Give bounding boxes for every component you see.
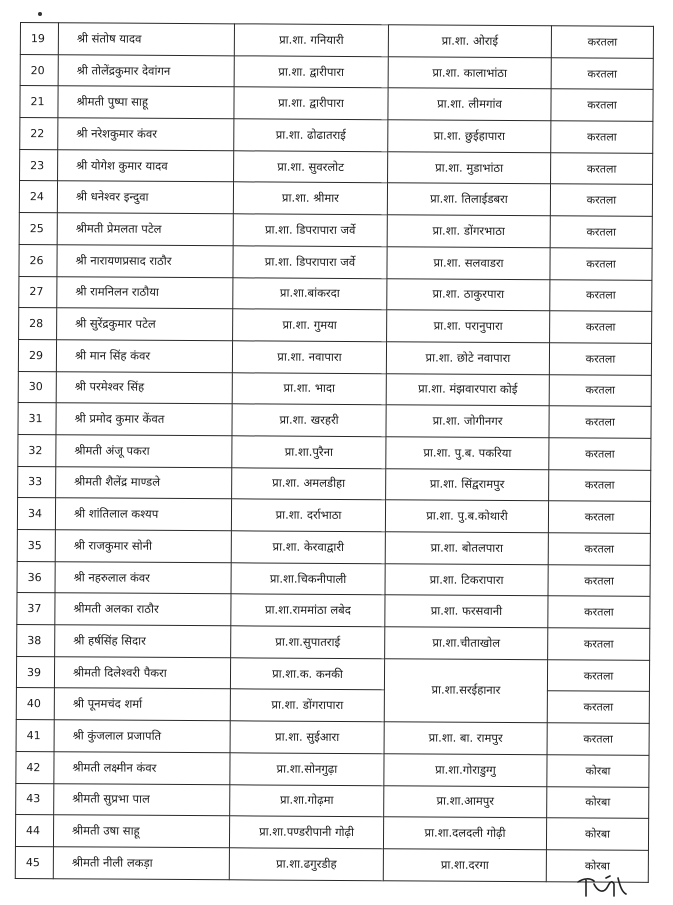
serial-number-cell: 44 — [15, 815, 53, 847]
teacher-name-cell: श्री योगेश कुमार यादव — [58, 149, 234, 182]
current-school-cell: प्रा.शा. द्वारीपारा — [234, 87, 388, 120]
new-school-cell: प्रा.शा. बा. रामपुर — [384, 722, 547, 755]
block-cell: करतला — [551, 57, 653, 89]
teacher-name-cell: श्री मान सिंह कंवर — [56, 340, 232, 373]
table-row — [20, 54, 653, 90]
serial-number-cell: 38 — [17, 625, 55, 657]
teacher-name-cell: श्री नहरुलाल कंवर — [55, 561, 231, 594]
teacher-name-cell: श्रीमती दिलेश्वरी पैकरा — [54, 656, 230, 689]
table-row — [19, 213, 652, 249]
table-row — [17, 529, 650, 565]
serial-number-cell: 20 — [20, 54, 58, 86]
current-school-cell: प्रा.शा. अमलडीहा — [232, 467, 386, 500]
current-school-cell: प्रा.शा. श्रीमार — [233, 182, 387, 215]
new-school-cell: प्रा.शा.आमपुर — [384, 785, 547, 818]
serial-number-cell: 21 — [20, 86, 58, 118]
block-cell: करतला — [551, 121, 653, 153]
new-school-cell: प्रा.शा.गोराडुग्गु — [384, 754, 547, 787]
block-cell: करतला — [547, 723, 649, 755]
serial-number-cell: 27 — [19, 276, 57, 308]
current-school-cell: प्रा.शा. सुईआरा — [230, 721, 384, 754]
new-school-cell: प्रा.शा. पु.ब.कोथारी — [385, 500, 548, 533]
block-cell: करतला — [551, 89, 653, 121]
table-row — [18, 466, 651, 502]
new-school-cell: प्रा.शा. छोटे नवापारा — [386, 342, 549, 375]
new-school-cell: प्रा.शा. सलवाडरा — [387, 247, 550, 280]
current-school-cell: प्रा.शा. नवापारा — [232, 341, 386, 374]
current-school-cell: प्रा.शा.सोनगुढ़ा — [230, 753, 384, 786]
block-cell: करतला — [550, 248, 652, 280]
teacher-name-cell: श्री संतोष यादव — [58, 23, 234, 56]
teacher-name-cell: श्री राजकुमार सोनी — [55, 530, 231, 563]
new-school-cell: प्रा.शा. छुईहापारा — [388, 120, 551, 153]
block-cell: करतला — [551, 152, 653, 184]
new-school-cell: प्रा.शा.सरईहानार — [384, 658, 547, 722]
block-cell: कोरबा — [546, 818, 648, 850]
teacher-name-cell: श्रीमती अंजू पकरा — [56, 435, 232, 468]
current-school-cell: प्रा.शा. भादा — [232, 372, 386, 405]
serial-number-cell: 40 — [16, 688, 54, 720]
serial-number-cell: 28 — [19, 308, 57, 340]
teacher-name-cell: श्रीमती लक्ष्मीन कंवर — [54, 752, 230, 785]
new-school-cell: प्रा.शा. ठाकुरपारा — [387, 278, 550, 311]
current-school-cell: प्रा.शा.गोढ़मा — [230, 784, 384, 817]
block-cell: कोरबा — [546, 850, 648, 882]
table-row — [19, 276, 652, 312]
block-cell: करतला — [549, 469, 651, 501]
table-row — [20, 86, 653, 122]
current-school-cell: प्रा.शा. केरवाद्वारी — [231, 531, 385, 564]
serial-number-cell: 43 — [16, 783, 54, 815]
block-cell: कोरबा — [547, 786, 649, 818]
serial-number-cell: 34 — [17, 498, 55, 530]
teacher-name-cell: श्रीमती उषा साहू — [53, 815, 229, 848]
teacher-name-cell: श्रीमती अलका राठौर — [55, 593, 231, 626]
current-school-cell: प्रा.शा.पुरैना — [232, 436, 386, 469]
teacher-name-cell: श्री रामनिलन राठौया — [57, 276, 233, 309]
serial-number-cell: 32 — [18, 434, 56, 466]
current-school-cell: प्रा.शा. गनियारी — [234, 24, 388, 57]
new-school-cell: प्रा.शा.दलदली गोढ़ी — [383, 817, 546, 850]
new-school-cell: प्रा.शा. तिलाईडबरा — [387, 183, 550, 216]
table-row — [20, 149, 653, 185]
current-school-cell: प्रा.शा.राममांठा लबेद — [231, 594, 385, 627]
teacher-name-cell: श्री सुरेंद्रकुमार पटेल — [57, 308, 233, 341]
table-row — [15, 815, 648, 851]
table-row — [18, 403, 651, 439]
table-row — [20, 118, 653, 154]
block-cell: करतला — [548, 533, 650, 565]
teacher-name-cell: श्री प्रमोद कुमार केंवत — [56, 403, 232, 436]
serial-number-cell: 42 — [16, 751, 54, 783]
table-row — [19, 181, 652, 217]
current-school-cell: प्रा.शा. ढोढातराई — [234, 119, 388, 152]
block-cell: करतला — [549, 374, 651, 406]
current-school-cell: प्रा.शा.क. कनकी — [230, 658, 384, 691]
table-row — [20, 23, 653, 59]
block-cell: करतला — [550, 311, 652, 343]
block-cell: करतला — [550, 279, 652, 311]
serial-number-cell: 19 — [20, 23, 58, 55]
serial-number-cell: 33 — [18, 466, 56, 498]
current-school-cell: प्रा.शा. डिपरापारा जर्वे — [233, 214, 387, 247]
table-row — [15, 846, 648, 882]
new-school-cell: प्रा.शा. जोगीनगर — [386, 405, 549, 438]
new-school-cell: प्रा.शा. परानुपारा — [387, 310, 550, 343]
serial-number-cell: 26 — [19, 244, 57, 276]
current-school-cell: प्रा.शा.ढगुरडीह — [229, 848, 383, 881]
new-school-cell: प्रा.शा.दरगा — [383, 849, 546, 882]
block-cell: करतला — [548, 501, 650, 533]
block-cell: कोरबा — [547, 755, 649, 787]
table-row — [16, 783, 649, 819]
current-school-cell: प्रा.शा.चिकनीपाली — [231, 562, 385, 595]
new-school-cell: प्रा.शा. सिंद्वरामपुर — [386, 468, 549, 501]
teacher-name-cell: श्रीमती पुष्पा साहू — [58, 86, 234, 119]
table-row — [16, 720, 649, 756]
new-school-cell: प्रा.शा.चीताखोल — [385, 627, 548, 660]
block-cell: करतला — [550, 216, 652, 248]
serial-number-cell: 29 — [18, 339, 56, 371]
current-school-cell: प्रा.शा.सुपातराई — [231, 626, 385, 659]
new-school-cell: प्रा.शा. टिकरापारा — [385, 563, 548, 596]
teacher-name-cell: श्री नरेशकुमार कंवर — [58, 118, 234, 151]
new-school-cell: प्रा.शा. मुडाभांठा — [388, 151, 551, 184]
table-row — [17, 561, 650, 597]
transfer-list-body — [15, 23, 653, 882]
table-row — [16, 656, 649, 692]
table-row — [19, 308, 652, 344]
teacher-name-cell: श्रीमती नीली लकड़ा — [53, 847, 229, 880]
current-school-cell: प्रा.शा. द्वारीपारा — [234, 55, 388, 88]
new-school-cell: प्रा.शा. फरसवानी — [385, 595, 548, 628]
teacher-name-cell: श्री परमेश्वर सिंह — [56, 371, 232, 404]
stray-dot-mark — [38, 12, 42, 16]
new-school-cell: प्रा.शा. बोतलपारा — [385, 532, 548, 565]
current-school-cell: प्रा.शा.बांकरदा — [233, 277, 387, 310]
current-school-cell: प्रा.शा. खरहरी — [232, 404, 386, 437]
new-school-cell: प्रा.शा. पु.ब. पकरिया — [386, 437, 549, 470]
table-row — [16, 688, 649, 724]
teacher-name-cell: श्री नारायणप्रसाद राठौर — [57, 245, 233, 278]
block-cell: करतला — [548, 564, 650, 596]
serial-number-cell: 39 — [16, 656, 54, 688]
serial-number-cell: 30 — [18, 371, 56, 403]
current-school-cell: प्रा.शा. गुमया — [233, 309, 387, 342]
table-row — [18, 371, 651, 407]
serial-number-cell: 35 — [17, 529, 55, 561]
serial-number-cell: 22 — [20, 118, 58, 150]
serial-number-cell: 37 — [17, 593, 55, 625]
serial-number-cell: 25 — [19, 213, 57, 245]
current-school-cell: प्रा.शा. सुवरलोट — [234, 151, 388, 184]
block-cell: करतला — [547, 691, 649, 723]
block-cell: करतला — [548, 628, 650, 660]
teacher-name-cell: श्री तोलेंद्रकुमार देवांगन — [58, 54, 234, 87]
serial-number-cell: 23 — [20, 149, 58, 181]
new-school-cell: प्रा.शा. लीमगांव — [388, 88, 551, 121]
teacher-name-cell: श्री धनेश्वर इन्दुवा — [57, 181, 233, 214]
block-cell: करतला — [548, 596, 650, 628]
teacher-name-cell: श्री पूनमचंद शर्मा — [54, 688, 230, 721]
table-row — [16, 751, 649, 787]
new-school-cell: प्रा.शा. मंझवारपारा कोई — [386, 373, 549, 406]
current-school-cell: प्रा.शा.पण्डरीपानी गोढ़ी — [229, 816, 383, 849]
block-cell: करतला — [551, 26, 653, 58]
block-cell: करतला — [550, 184, 652, 216]
table-row — [17, 498, 650, 534]
current-school-cell: प्रा.शा. डिपरापारा जर्वे — [233, 246, 387, 279]
block-cell: करतला — [549, 343, 651, 375]
table-row — [17, 593, 650, 629]
new-school-cell: प्रा.शा. ओराई — [388, 25, 551, 58]
table-row — [17, 625, 650, 661]
teacher-name-cell: श्री कुंजलाल प्रजापति — [54, 720, 230, 753]
current-school-cell: प्रा.शा. डोंगरापारा — [230, 689, 384, 722]
new-school-cell: प्रा.शा. कालाभांठा — [388, 56, 551, 89]
signature-mark — [574, 872, 634, 900]
table-row — [19, 244, 652, 280]
block-cell: करतला — [549, 438, 651, 470]
serial-number-cell: 41 — [16, 720, 54, 752]
serial-number-cell: 45 — [15, 846, 53, 878]
current-school-cell: प्रा.शा. दर्राभाठा — [231, 499, 385, 532]
block-cell: करतला — [549, 406, 651, 438]
teacher-name-cell: श्रीमती सुप्रभा पाल — [54, 783, 230, 816]
block-cell: करतला — [547, 659, 649, 691]
teacher-name-cell: श्री शांतिलाल कश्यप — [55, 498, 231, 531]
teacher-name-cell: श्रीमती प्रेमलता पटेल — [57, 213, 233, 246]
teacher-name-cell: श्रीमती शैलेंद्र माण्डले — [56, 466, 232, 499]
serial-number-cell: 24 — [19, 181, 57, 213]
teacher-name-cell: श्री हर्षसिंह सिदार — [55, 625, 231, 658]
new-school-cell: प्रा.शा. डोंगरभाठा — [387, 215, 550, 248]
serial-number-cell: 36 — [17, 561, 55, 593]
transfer-list-table — [15, 22, 654, 882]
table-row — [18, 434, 651, 470]
serial-number-cell: 31 — [18, 403, 56, 435]
table-row — [18, 339, 651, 375]
